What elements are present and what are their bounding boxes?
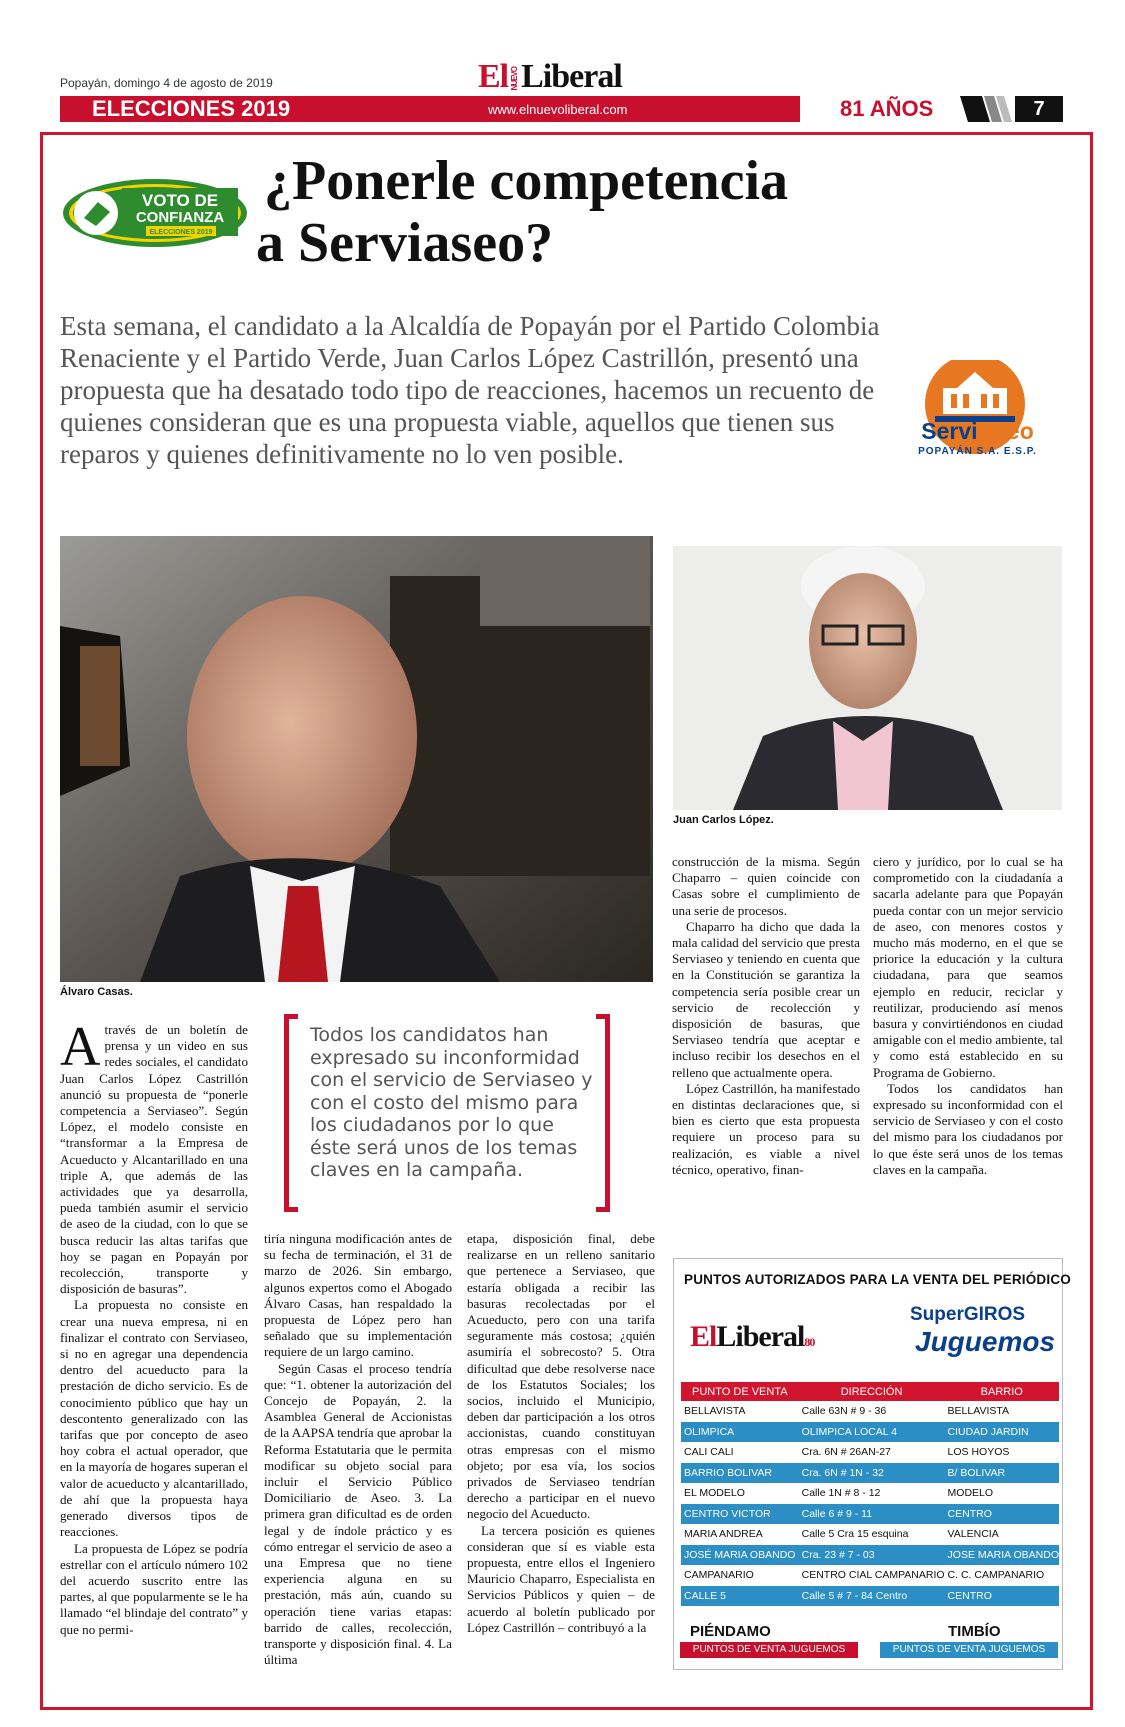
article-column-4 [672, 854, 860, 1178]
ad-liberal-logo [690, 1320, 814, 1354]
table-row [681, 1524, 1059, 1545]
article-column-1 [60, 1016, 248, 1638]
decorative-stripes-icon [960, 94, 1020, 124]
column-header: DIRECCIÓN [799, 1382, 945, 1401]
table-row [681, 1565, 1059, 1586]
table-cell: Cra. 23 # 7 - 03 [799, 1545, 945, 1566]
table-cell: Cra. 6N # 1N - 32 [799, 1463, 945, 1484]
col5-paragraph-2: Todos los candidatos han expresado su inconformidad con el servicio de Serviaseo y con el costo del mismo para los ciudadanos por lo que éste será unos de los temas claves en la campaña. [873, 1080, 1063, 1177]
voto-de-confianza-badge [62, 178, 248, 248]
table-row [681, 1401, 1059, 1422]
photo-caption-casas: Álvaro Casas. [60, 986, 133, 998]
ad-logo-el: El [690, 1320, 717, 1353]
table-cell: BARRIO BOLIVAR [681, 1463, 799, 1484]
pull-quote-bracket-left [284, 1014, 298, 1212]
timbio-label: TIMBÍO [948, 1623, 1001, 1640]
table-cell: MODELO [945, 1483, 1059, 1504]
headline-line1: ¿Ponerle competencia [264, 150, 789, 212]
ad-logo-liberal: Liberal [716, 1320, 805, 1353]
table-header-row [681, 1382, 1059, 1401]
column-header: PUNTO DE VENTA [681, 1382, 799, 1401]
table-cell: CENTRO CIAL CAMPANARIO [799, 1565, 945, 1586]
table-row [681, 1422, 1059, 1443]
table-cell: CIUDAD JARDIN [945, 1422, 1059, 1443]
table-cell: C. C. CAMPANARIO [945, 1565, 1059, 1586]
table-cell: CALI CALI [681, 1442, 799, 1463]
badge-line2: CONFIANZA [135, 209, 225, 226]
table-row [681, 1442, 1059, 1463]
col2-paragraph-1: tiría ninguna modificación antes de su fecha de terminación, el 31 de marzo de 2026. Sin embargo, algunos expertos como el Abogado Álvaro Casas, han respaldado la propuesta de López pero han señalado que su implementación requiere de un largo camino. [264, 1231, 452, 1360]
badge-line3: ELECCIONES 2019 [149, 229, 213, 236]
section-title: ELECCIONES 2019 [92, 96, 291, 121]
headline-line2: a Serviaseo? [256, 212, 554, 274]
article-lead: Esta semana, el candidato a la Alcaldía de Popayán por el Partido Colombia Renaciente y el Partido Verde, Juan Carlos López Castrillón, presentó una propuesta que ha desatado todo tipo de reacciones, hacemos un recuento de quienes consideran que es una propuesta viable, aquellos que tienen sus reparos y quienes definitivamente no lo ven posible. [60, 311, 880, 469]
table-cell: CENTRO VICTOR [681, 1504, 799, 1525]
table-row [681, 1463, 1059, 1484]
masthead-logo-liberal: Liberal [521, 58, 622, 95]
table-cell: JOSE MARIA OBANDO [945, 1545, 1059, 1566]
anniversary-label: 81 AÑOS [840, 96, 934, 121]
article-column-2 [264, 1231, 452, 1668]
col1-paragraph-1: través de un boletín de prensa y un video en sus redes sociales, el candidato Juan Carlos López Castrillón anunció su propuesta de “ponerle competencia a Serviaseo”. Según López, el modelo consiste en “transformar a la Empresa de Acueducto y Alcantarillado en una triple A, que además de las actividades que ya desarrolla, pueda también asumir el servicio de aseo de la ciudad, con lo que se busca reducir las altas tarifas que hoy se pagan en Popayán por recolección, transporte y disposición de basuras”. [60, 1022, 248, 1297]
table-cell: CAMPANARIO [681, 1565, 799, 1586]
serviaseo-subtitle: POPAYÁN S.A. E.S.P. [918, 446, 1037, 457]
table-cell: Calle 6 # 9 - 11 [799, 1504, 945, 1525]
website-url: www.elnuevoliberal.com [488, 102, 628, 117]
table-row [681, 1545, 1059, 1566]
table-row [681, 1586, 1059, 1607]
serviaseo-name-a: Servi [921, 418, 978, 444]
piendamo-label: PIÉNDAMO [690, 1623, 771, 1640]
table-cell: VALENCIA [945, 1524, 1059, 1545]
table-cell: CENTRO [945, 1586, 1059, 1607]
issue-date: Popayán, domingo 4 de agosto de 2019 [60, 76, 273, 90]
table-cell: LOS HOYOS [945, 1442, 1059, 1463]
col4-paragraph-3: López Castrillón, ha manifestado en distintas declaraciones que, si bien es cierto que esta propuesta requiere un proceso para su realización, es viable a nivel técnico, operativo, finan- [672, 1080, 860, 1177]
table-cell: BELLAVISTA [945, 1401, 1059, 1422]
piendamo-sales-bar: PUNTOS DE VENTA JUGUEMOS [680, 1642, 858, 1658]
photo-juan-carlos-lopez [673, 546, 1062, 810]
table-cell: OLIMPICA LOCAL 4 [799, 1422, 945, 1443]
table-cell: Cra. 6N # 26AN-27 [799, 1442, 945, 1463]
col3-paragraph-2: La tercera posición es quienes consideran que sí es viable esta propuesta, entre ellos el Ingeniero Mauricio Chaparro, Especialista en Servicios Públicos y quien – de acuerdo al boletín publicado por López Castrillón – contribuyó a la [467, 1522, 655, 1635]
page-number: 7 [1015, 96, 1063, 122]
juguemos-logo: Juguemos [915, 1326, 1056, 1357]
table-cell: MARIA ANDREA [681, 1524, 799, 1545]
column-header: BARRIO [945, 1382, 1059, 1401]
supergiros-logo: SuperGIROS [910, 1304, 1026, 1325]
col1-paragraph-2: La propuesta no consiste en crear una nueva empresa, ni en finalizar el contrato con Serviaseo, si no en agregar una dependencia dentro del acueducto para la prestación de dicho servicio. Es de conocimiento público que hay un descontento generalizado con las tarifas que por concepto de aseo hoy cobra el actual operador, que en la mayoría de hogares superan el valor de acueducto y alcantarillado, de ahí que la propuesta haya generado diversos tipos de reacciones. [60, 1297, 248, 1540]
serviaseo-name [895, 418, 1060, 445]
table-cell: OLIMPICA [681, 1422, 799, 1443]
masthead-logo-el: El [478, 58, 509, 95]
table-cell: BELLAVISTA [681, 1401, 799, 1422]
table-cell: Calle 1N # 8 - 12 [799, 1483, 945, 1504]
table-cell: EL MODELO [681, 1483, 799, 1504]
table-cell: Calle 5 Cra 15 esquina [799, 1524, 945, 1545]
col3-paragraph-1: etapa, disposición final, debe realizarse en un relleno sanitario que pertenece a Serviaseo, que estaría obligada a recibir las basuras recolectadas por el Acueducto, pero con una tarifa seguramente más costosa; ¿quién asumiría el sobrecosto? 5. Otra dificultad que debe resolverse nace de los Estatutos Sociales; los socios, incluido el Municipio, deben dar participación a los otros accionistas, cuando constituyan otras empresas con el mismo objeto; por esa vía, los socios privados de Serviaseo tendrían derecho a participar en el nuevo negocio del Acueducto. [467, 1231, 655, 1522]
table-cell: Calle 5 # 7 - 84 Centro [799, 1586, 945, 1607]
table-row [681, 1483, 1059, 1504]
ad-logo-years: 80 [804, 1335, 815, 1349]
col5-paragraph-1: ciero y jurídico, por lo cual se ha comprometido con la ciudadanía a sacarla adelante para que Popayán pueda contar con un mejor servicio de aseo, con menores costos y mucho más moderno, en el que se priorice la educación y la cultura ciudadana, para que seamos ejemplo en reducir, reciclar y reutilizar, produciendo así menos basura y convirtiéndonos en ciudad amigable con el medio ambiente, tal y como está establecido en su Programa de Gobierno. [873, 854, 1063, 1080]
dropcap-letter: A [60, 1016, 101, 1078]
photo-alvaro-casas [60, 536, 653, 982]
masthead-logo-nuevo: NUEVO [510, 67, 520, 91]
table-cell: CALLE 5 [681, 1586, 799, 1607]
masthead-logo [478, 58, 622, 96]
col4-paragraph-1: construcción de la misma. Según Chaparro – quien coincide con Casas sobre el cumplimiento de una serie de procesos. [672, 854, 860, 918]
table-cell: B/ BOLIVAR [945, 1463, 1059, 1484]
table-cell: Calle 63N # 9 - 36 [799, 1401, 945, 1422]
ad-title: PUNTOS AUTORIZADOS PARA LA VENTA DEL PERIÓDICO [684, 1272, 1071, 1287]
col2-paragraph-2: Según Casas el proceso tendría que: “1. obtener la autorización del Concejo de Popayán, 2. la Asamblea General de Accionistas de la AAPSA tendría que aprobar la Reforma Estatutaria que le permita modificar su objeto social para incluir el Servicio Público Domiciliario de Aseo. 3. La primera gran dificultad es de orden legal y de índole práctico y es cómo entregar el servicio de aseo a una Empresa que no tiene experiencia alguna en su prestación, más aún, cuando su operación tiene varias etapas: barrido de calles, recolección, transporte y disposición final. 4. La última [264, 1360, 452, 1668]
sales-points-table [681, 1382, 1059, 1606]
timbio-sales-bar: PUNTOS DE VENTA JUGUEMOS [880, 1642, 1058, 1658]
article-column-5 [873, 854, 1063, 1178]
photo-caption-lopez: Juan Carlos López. [673, 814, 774, 826]
table-cell: JOSÉ MARIA OBANDO [681, 1545, 799, 1566]
col4-paragraph-2: Chaparro ha dicho que dada la mala calidad del servicio que presta Serviaseo y teniendo en cuenta que en la Constitución se garantiza la competencia sería posible crear un servicio de recolección y disposición de basuras, que Serviaseo tendría que aceptar e incluso recibir los desechos en el relleno que actualmente opera. [672, 918, 860, 1080]
serviaseo-name-b: Aseo [977, 418, 1034, 444]
col1-paragraph-3: La propuesta de López se podría estrellar con el artículo número 102 del acuerdo suscrito entre las partes, al que popularmente se le ha llamado “el blindaje del contrato” y que no permi- [60, 1540, 248, 1637]
table-cell: CENTRO [945, 1504, 1059, 1525]
pull-quote-text: Todos los candidatos han expresado su inconformidad con el servicio de Serviaseo y con el costo del mismo para los ciudadanos por lo que éste será unos de los temas claves en la campaña. [310, 1024, 593, 1181]
article-column-3 [467, 1231, 655, 1636]
table-row [681, 1504, 1059, 1525]
badge-line1: VOTO DE [141, 191, 219, 210]
article-headline [256, 150, 1064, 274]
